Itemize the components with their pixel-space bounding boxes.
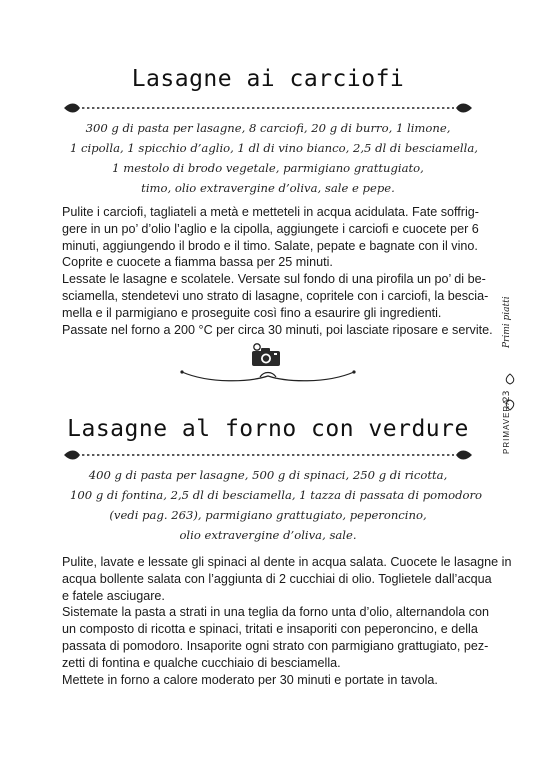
- flourish-divider-top-1: [62, 101, 474, 115]
- ingredient-line: timo, olio extravergine d’oliva, sale e pepe.: [141, 181, 395, 195]
- step-line: acqua bollente salata con l’aggiunta di 2 cucchiai di olio. Toglietele dall’acqua: [62, 571, 492, 586]
- step-line: minuti, aggiungendo il brodo e il timo. Salate, pepate e bagnate con il vino.: [62, 238, 478, 253]
- ingredient-line: 1 cipolla, 1 spicchio d’aglio, 1 dl di vino bianco, 2,5 dl di besciamella,: [70, 141, 478, 155]
- recipe-steps-1: [62, 204, 493, 338]
- ingredient-line: 300 g di pasta per lasagne, 8 carciofi, 20 g di burro, 1 limone,: [85, 121, 451, 135]
- flourish-divider-top-2: [62, 448, 474, 462]
- ingredient-list-1: [70, 118, 478, 198]
- recipe-title-2: Lasagne al forno con verdure: [67, 416, 469, 442]
- flourish-divider-bottom: [180, 368, 356, 384]
- ingredient-line: 400 g di pasta per lasagne, 500 g di spinaci, 250 g di ricotta,: [88, 468, 448, 482]
- ingredient-line: olio extravergine d’oliva, sale.: [179, 528, 357, 542]
- ingredient-line: 100 g di fontina, 2,5 dl di besciamella, 1 tazza di passata di pomodoro: [70, 488, 483, 502]
- recipe-steps-2: [62, 554, 512, 688]
- step-line: Sistemate la pasta a strati in una teglia da forno unta d’olio, alternandola con: [62, 605, 490, 620]
- step-line: zetti di fontina e qualche cucchiaio di besciamella.: [62, 655, 341, 670]
- section-label: Primi piatti: [502, 296, 512, 348]
- step-line: Pulite i carciofi, tagliateli a metà e metteteli in acqua acidulata. Fate soffrig-: [62, 205, 479, 219]
- step-line: Lessate le lasagne e scolatele. Versate sul fondo di una pirofila un po’ di be-: [62, 272, 486, 287]
- step-line: sciamella, stendetevi uno strato di lasagne, copritele con i carciofi, la bescia-: [62, 288, 489, 303]
- step-line: Pulite, lavate e lessate gli spinaci al dente in acqua salata. Cuocete le lasagne in: [62, 555, 512, 569]
- step-line: passata di pomodoro. Insaporite ogni strato con parmigiano grattugiato, pez-: [62, 638, 489, 653]
- step-line: mella e il parmigiano e proseguite così fino a esaurire gli ingredienti.: [62, 305, 442, 320]
- step-line: e fatele asciugare.: [62, 588, 165, 603]
- camera-icon: [250, 342, 282, 368]
- step-line: Passate nel forno a 200 °C per circa 30 minuti, poi lasciate riposare e servite.: [62, 322, 493, 337]
- step-line: Mettete in forno a calore moderato per 30 minuti e portate in tavola.: [62, 672, 438, 687]
- recipe-title-1: Lasagne ai carciofi: [131, 66, 405, 92]
- ingredient-list-2: [70, 465, 483, 545]
- step-line: un composto di ricotta e spinaci, tritati e insaporiti con peperoncino, e della: [62, 622, 478, 637]
- step-line: gere in un po’ d’olio l’aglio e la cipolla, aggiungete i carciofi e cuocete per 6: [62, 221, 479, 236]
- step-line: Coprite e cuocete a fiamma bassa per 25 minuti.: [62, 255, 333, 270]
- ingredient-line: (vedi pag. 263), parmigiano grattugiato, peperoncino,: [109, 508, 427, 522]
- ingredient-line: 1 mestolo di brodo vegetale, parmigiano grattugiato,: [112, 161, 424, 175]
- page-number: 23: [502, 390, 512, 402]
- season-label: PRIMAVERA: [502, 398, 511, 454]
